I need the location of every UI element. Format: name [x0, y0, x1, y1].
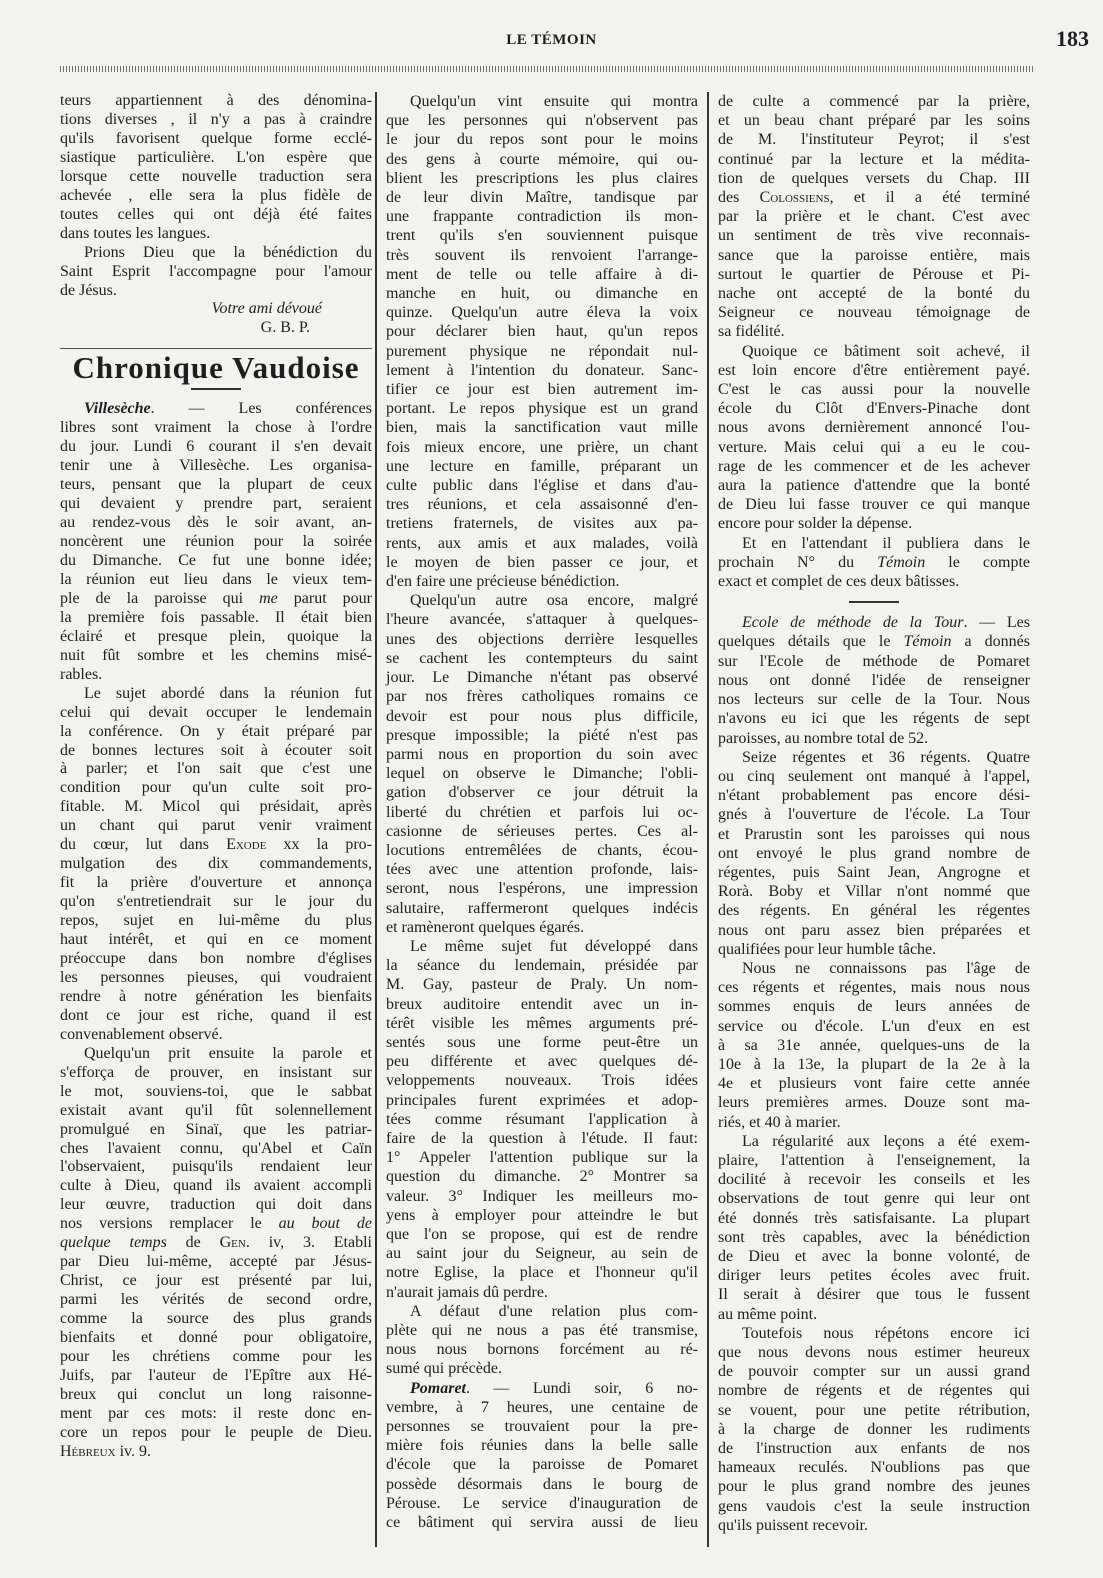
text-line: promulgué en Sinaï, que les patriar- — [60, 1120, 372, 1138]
text-line: de culte a commencé par la prière, — [718, 93, 1030, 110]
text-line: peu différente et avec quelques dé- — [386, 1053, 698, 1071]
text-line: C'est le cas aussi pour la nouvelle — [718, 381, 1030, 399]
column-divider — [707, 92, 709, 1547]
text-line: riés, et 40 à marier. — [718, 1113, 841, 1131]
text-line: dans toutes les langues. — [60, 224, 211, 242]
text-line — [718, 613, 1030, 632]
text-run: . — Les — [963, 614, 1030, 632]
text-line: convenablement observé. — [60, 1025, 223, 1043]
text-line: Nous ne connaissons pas l'âge de — [742, 959, 1030, 977]
paragraph — [60, 1045, 372, 1462]
text-line: encore pour solder la dépense. — [718, 515, 913, 533]
section-heading: Chronique Vaudoise — [72, 350, 360, 386]
text-line: possède désormais dans le bourg de — [386, 1475, 698, 1493]
text-line: plaire, l'attention à l'enseignement, la — [718, 1151, 1030, 1169]
paragraph — [386, 591, 698, 937]
text-line: Quelqu'un prit ensuite la parole et — [84, 1044, 372, 1062]
text-run: Témoin — [903, 633, 952, 651]
text-line: qu'ils favorisent quelque forme ecclé- — [60, 129, 372, 147]
text-line: le mot, souviens-toi, que le sabbat — [60, 1082, 372, 1100]
text-line: notre Eglise, la place et l'honneur qu'il — [386, 1264, 698, 1282]
header-wavy-rule — [60, 66, 1035, 72]
text-line: aura la patience d'attendre que la bonté — [718, 477, 1030, 495]
text-run: . — Les conférences — [150, 400, 372, 418]
text-line: les personnes pieuses, qui voudraient — [60, 968, 372, 986]
text-line: de bonnes lectures soit à écouter soit — [60, 741, 372, 759]
text-line: nous avons dernièrement annoncé l'ou- — [718, 419, 1030, 437]
text-line: presque impossible; la piété n'est pas — [386, 726, 698, 744]
text-line: que l'on se propose, qui est de rendre — [386, 1225, 698, 1243]
text-line: liberté du chrétien et parfois lui oc- — [386, 803, 698, 821]
text-line: et un beau chant préparé par les soins — [718, 112, 1030, 130]
text-line: hameaux reculés. N'oublions pas que — [718, 1459, 1030, 1477]
column-2 — [386, 92, 698, 1532]
paragraph — [386, 937, 698, 1302]
text-run: Colossiens — [759, 189, 830, 207]
text-line — [718, 553, 1030, 572]
text-line: repos, sujet en lui-même du plus — [60, 912, 372, 930]
text-line: breux auditoire entendit avec un in- — [386, 995, 698, 1013]
text-line: bien, mais la sanctification vaut mille — [386, 419, 698, 437]
paragraph — [386, 92, 698, 591]
place-name: Villesèche — [84, 400, 151, 418]
text-line: à sa 31e année, quelques-uns de la — [718, 1036, 1030, 1054]
text-line: sont très capables, avec la bénédiction — [718, 1228, 1030, 1246]
text-line: préoccupe dans bon nombre d'églises — [60, 949, 372, 967]
text-line: celui qui devait occuper le lendemain — [60, 703, 372, 721]
text-line: très souvent ils renvoient l'arrange- — [386, 246, 698, 264]
text-line: Christ, ce jour est présenté par lui, — [60, 1272, 372, 1290]
paragraph — [718, 342, 1030, 534]
text-line: de pouvoir compter sur un aussi grand — [718, 1363, 1030, 1381]
text-run: a donnés — [951, 633, 1030, 651]
column-1 — [60, 92, 372, 1462]
text-line: nous ont donné l'idée de renseigner — [718, 671, 1030, 689]
text-run: de — [166, 1234, 220, 1252]
text-line: bienfaits et donné pour obligatoire, — [60, 1329, 372, 1347]
text-line — [60, 836, 372, 855]
text-line: manche en huit, ou dimanche en — [386, 285, 698, 303]
text-line: nuit fût sombre et les chemins misé- — [60, 646, 372, 664]
text-line: est loin encore d'être entièrement payé. — [718, 361, 1030, 379]
text-line: sance que la paroisse entière, mais — [718, 246, 1030, 264]
text-line: tées comme résumant l'application à — [386, 1110, 698, 1128]
text-line: gnés à l'ouverture de l'école. La Tour — [718, 806, 1030, 824]
text-line: lequel on observe le Dimanche; l'obli- — [386, 765, 698, 783]
text-line: surtout le quartier de Pérouse et Pi- — [718, 265, 1030, 283]
paragraph — [386, 1302, 698, 1379]
text-line: fit la prière d'ouverture et annonça — [60, 874, 372, 892]
text-line: lement à l'intention du donateur. Sanc- — [386, 361, 698, 379]
paragraph — [718, 1132, 1030, 1324]
text-line: seront, nous l'espérons, une impression — [386, 880, 698, 898]
text-line: faire de la question à l'étude. Il faut: — [386, 1129, 698, 1147]
text-line: nache ont accepté de la bonté du — [718, 285, 1030, 303]
section-dash — [849, 601, 899, 603]
text-line: valeur. 3° Indiquer les meilleurs mo- — [386, 1187, 698, 1205]
text-line: ce bâtiment qui servira aussi de lieu — [386, 1514, 698, 1532]
text-line: principales furent exprimées et adop- — [386, 1091, 698, 1109]
text-line: ont envoyé le plus grand nombre de — [718, 844, 1030, 862]
text-run: ple de la paroisse qui — [60, 589, 260, 607]
text-line: siastique particulière. L'on espère que — [60, 148, 372, 166]
text-line: core un repos pour le peuple de Dieu. — [60, 1423, 372, 1441]
text-line: la première fois passable. Il était bien — [60, 608, 372, 626]
text-line: jour. Le Dimanche n'étant pas observé — [386, 669, 698, 687]
text-line: d'en faire une précieuse bénédiction. — [386, 573, 620, 591]
text-line: un sentiment de très vive reconnais- — [718, 227, 1030, 245]
text-line: dont ce jour est riche, quand il est — [60, 1006, 372, 1024]
text-line: Quelqu'un vint ensuite qui montra — [410, 93, 698, 110]
text-run: Exode — [226, 836, 267, 854]
text-line: culte public dans l'église et dans d'au- — [386, 477, 698, 495]
text-line: personnes se trouvaient pour la pre- — [386, 1418, 698, 1436]
column-3 — [718, 92, 1030, 1535]
text-line: M. Gay, pasteur de Praly. Un nom- — [386, 976, 698, 994]
text-line: tenir une à Villesèche. Les organisa- — [60, 457, 372, 475]
text-line: pour les chrétiens comme pour les — [60, 1348, 372, 1365]
text-line: condition pour qu'un culte soit pro- — [60, 779, 372, 797]
text-line: ou cinq seulement ont manqué à l'appel, — [718, 767, 1030, 785]
text-line: gation d'observer ce jour détruit la — [386, 784, 698, 802]
text-line: Quoique ce bâtiment soit achevé, il — [742, 342, 1030, 360]
text-line: la conférence. On y était préparé par — [60, 722, 372, 740]
text-run: quelques détails que le — [718, 633, 904, 651]
text-line: parmi les vérités de second ordre, — [60, 1291, 372, 1309]
signature-closing: Votre ami dévoué — [211, 300, 322, 318]
text-line: n'aurait jamais dû perdre. — [386, 1283, 548, 1301]
text-line: portant. Le repos physique est un grand — [386, 400, 698, 418]
text-line: se vouent, pour une petite rétribution, — [718, 1401, 1030, 1419]
text-line: tifier ce jour est bien autrement im- — [386, 381, 698, 399]
place-name: Pomaret — [410, 1379, 466, 1397]
text-run: le compte — [925, 553, 1030, 571]
text-line: nos lecteurs sur celle de la Tour. Nous — [718, 691, 1030, 709]
text-line: sumé qui précède. — [386, 1360, 502, 1378]
text-line: tretiens fraternels, de visites aux pa- — [386, 515, 698, 533]
text-line: tres réunions, et cela assaisonné d'en- — [386, 496, 698, 514]
text-line — [60, 1234, 372, 1253]
text-line: régentes, puis Saint Jean, Angrogne et — [718, 863, 1030, 881]
text-line — [60, 1215, 372, 1234]
text-line: une lecture en famille, préparant un — [386, 457, 698, 475]
text-line: de Jésus. — [60, 281, 117, 299]
text-line — [718, 188, 1030, 207]
text-line: purement physique ne répondait nul- — [386, 342, 698, 360]
text-line: vembre, à 7 heures, une centaine de — [386, 1398, 698, 1416]
text-line: gens vaudois c'est la seule instruction — [718, 1497, 1030, 1515]
text-run: me — [259, 589, 278, 607]
text-line: parmi nous en proportion du soin avec — [386, 745, 698, 763]
text-line: 10e à la 13e, la plupart de la 2e à la — [718, 1055, 1030, 1073]
text-line: toutes celles qui ont déjà été faites — [60, 205, 372, 223]
text-line: par la prière et le chant. C'est avec — [718, 208, 1030, 226]
text-line: ment de telle ou telle affaire à di- — [386, 265, 698, 283]
text-line: salutaire, raffermeront quelques indécis — [386, 899, 698, 917]
text-line: pour le plus grand nombre des jeunes — [718, 1478, 1030, 1496]
text-line: Rorà. Boby et Villar n'ont nommé que — [718, 883, 1030, 901]
text-run: . — Lundi soir, 6 no- — [466, 1379, 698, 1397]
text-line: rables. — [60, 665, 103, 683]
text-line: unes des objections derrière lesquelles — [386, 630, 698, 648]
text-line: et Prarustin sont les paroisses qui nous — [718, 825, 1030, 843]
text-line: leur œuvre, traduction qui doit dans — [60, 1196, 372, 1214]
text-line: Seize régentes et 36 régents. Quatre — [742, 748, 1030, 766]
text-line: à la charge de donner les rudiments — [718, 1420, 1030, 1438]
column-divider — [375, 92, 377, 1547]
text-line: de Dieu lui fasse trouver ce qui manque — [718, 496, 1030, 514]
text-line: de Dieu et avec la bonne volonté, de — [718, 1247, 1030, 1265]
text-line: yens à employer pour atteindre le but — [386, 1206, 698, 1224]
text-line: par Dieu lui-même, accepté par Jésus- — [60, 1253, 372, 1271]
text-line: qui devaient y prendre part, seraient — [60, 495, 372, 513]
text-run: Hébreux — [60, 1442, 116, 1460]
text-line: école du Clôt d'Envers-Pinache dont — [718, 400, 1030, 418]
page-number: 183 — [1056, 26, 1089, 51]
text-run: xx la pro- — [266, 836, 373, 854]
text-line: que les personnes qui n'observent pas — [386, 112, 698, 130]
text-run: , et il a été terminé — [829, 189, 1030, 207]
signature-initials: G. B. P. — [260, 319, 310, 337]
text-line: sa fidélité. — [718, 323, 785, 341]
text-line: quinze. Quelqu'un autre éleva la voix — [386, 304, 698, 322]
text-line — [60, 1443, 372, 1462]
paragraph — [718, 92, 1030, 342]
paragraph — [718, 959, 1030, 1132]
text-line: teurs, pensant que la plupart de ceux — [60, 476, 372, 494]
text-line: rage de les commencer et de les achever — [718, 457, 1030, 475]
paragraph — [60, 92, 372, 244]
text-line: Prions Dieu que la bénédiction du — [84, 243, 372, 261]
text-line: de l'instruction aux enfants de nos — [718, 1440, 1030, 1458]
text-line: plète qui ne nous a pas été transmise, — [386, 1322, 698, 1339]
text-line: Pérouse. Le service d'inauguration de — [386, 1494, 698, 1512]
text-line: et ramèneront quelques égarés. — [386, 918, 585, 936]
text-line: du Dimanche. Ce fut une bonne idée; — [60, 551, 372, 569]
text-line: des régents. En général les régentes — [718, 902, 1030, 920]
text-line: au rendez-vous dès le soir avant, an- — [60, 514, 372, 532]
text-run: parut pour — [277, 589, 373, 607]
text-line: fois mieux encore, une prière, un chant — [386, 438, 698, 456]
text-run: iv, 3. Etabli — [249, 1234, 372, 1252]
text-line: docilité à recevoir les conseils et les — [718, 1171, 1030, 1189]
text-line: éclairé et presque plein, quoique la — [60, 627, 372, 645]
text-line: de M. l'instituteur Peyrot; il s'est — [718, 131, 1030, 149]
text-line: à parler; et l'on sait que c'est une — [60, 760, 372, 778]
text-line: le jour du repos sont pour le moins — [386, 131, 698, 149]
text-line: sentés sous une forme peut-être un — [386, 1033, 698, 1051]
paragraph — [718, 1324, 1030, 1535]
text-line: tion de quelques versets du Chap. III — [718, 169, 1030, 187]
text-line: fitable. M. Micol qui présidait, après — [60, 798, 372, 816]
text-line: un chant qui parut venir vraiment — [60, 817, 372, 835]
text-line — [718, 632, 1030, 651]
text-line: qualifiées pour leur humble tâche. — [718, 940, 937, 958]
paragraph — [386, 1379, 698, 1533]
text-line: blient les prescriptions les plus claires — [386, 169, 698, 187]
paragraph — [718, 748, 1030, 959]
text-line: libres sont vraiment la chose à l'ordre — [60, 419, 372, 437]
text-line: devoir est pour nous plus difficile, — [386, 707, 698, 725]
text-line: tions diverses , il n'y a pas à craindre — [60, 110, 372, 128]
text-line: sur l'Ecole de méthode de Pomaret — [718, 652, 1030, 670]
section-rule — [60, 348, 372, 349]
text-line: nous nous bornons forcément au ré- — [386, 1341, 698, 1359]
paragraph — [60, 400, 372, 684]
text-line: pour déclarer bien haut, qu'un repos — [386, 323, 698, 341]
text-line: la réunion eut lieu dans le vieux tem- — [60, 570, 372, 588]
text-line: Le même sujet fut développé dans — [410, 937, 698, 955]
text-line: n'étant probablement pas encore dési- — [718, 787, 1030, 805]
text-line: A défaut d'une relation plus com- — [410, 1302, 698, 1320]
text-line: achevée , elle sera la plus fidèle de — [60, 186, 372, 204]
text-line: existait avant qu'il fût solennellement — [60, 1101, 372, 1119]
text-line: d'école que la paroisse de Pomaret — [386, 1456, 698, 1474]
text-line: Seigneur ce nouveau témoignage de — [718, 304, 1030, 322]
text-line: Le sujet abordé dans la réunion fut — [84, 684, 372, 702]
text-run: Ecole de méthode de la Tour — [742, 614, 964, 632]
text-line: rents, aux amis et aux malades, voilà — [386, 534, 698, 552]
text-line: breux qui conclut un long raisonne- — [60, 1385, 372, 1403]
text-line: question du dimanche. 2° Montrer sa — [386, 1168, 698, 1186]
text-line: 4e et plusieurs vont faire cette année — [718, 1075, 1030, 1093]
text-line: nombre de régents et de régentes qui — [718, 1382, 1030, 1400]
text-line — [60, 590, 372, 609]
text-line: haut intérêt, et qui en ce moment — [60, 931, 372, 949]
text-run: nos versions remplacer le — [60, 1215, 279, 1233]
section-dash — [191, 388, 241, 390]
text-line: qu'ils puissent recevoir. — [718, 1516, 868, 1534]
text-line: Quelqu'un autre osa encore, malgré — [410, 592, 698, 610]
text-line: par nos frères catholiques romains ce — [386, 688, 698, 706]
text-line: une frappante contradiction ils mon- — [386, 208, 698, 226]
text-line: continué par la lecture et la médita- — [718, 150, 1030, 168]
text-line: verture. Mais celui qui a eu le cou- — [718, 438, 1030, 456]
text-line: au saint jour du Seigneur, au sein de — [386, 1245, 698, 1263]
text-line: se cachent les contempteurs du saint — [386, 649, 698, 667]
text-line: locutions entremêlées de chants, écou- — [386, 841, 698, 859]
text-line: de leur divin Maître, tandisque par — [386, 189, 698, 207]
text-run: des — [718, 189, 760, 207]
text-line: Il serait à désirer que tous le fussent — [718, 1286, 1030, 1304]
text-line: qu'on s'entretiendrait sur le jour du — [60, 893, 372, 911]
text-line: paroisses, au nombre total de 52. — [718, 729, 929, 747]
text-line: au même point. — [718, 1305, 818, 1323]
text-line: diriger leurs petites écoles avec fruit. — [718, 1267, 1030, 1285]
text-line: Juifs, par l'auteur de l'Epître aux Hé- — [60, 1366, 372, 1384]
text-line: Toutefois nous répétons encore ici — [742, 1324, 1030, 1342]
text-line: La régularité aux leçons a été exem- — [742, 1132, 1030, 1150]
text-run: quelque temps — [60, 1234, 167, 1252]
text-line: s'efforça de prouver, en insistant sur — [60, 1063, 372, 1081]
text-run: au bout de — [278, 1215, 372, 1233]
text-line: teurs appartiennent à des dénomina- — [60, 92, 372, 109]
text-line: du jour. Lundi 6 courant il s'en devait — [60, 438, 372, 456]
text-run: Témoin — [877, 553, 926, 571]
text-run: du cœur, lut dans — [60, 836, 227, 854]
text-line: la séance du lendemain, présidée par — [386, 957, 698, 975]
text-run: Gen. — [219, 1234, 250, 1252]
paragraph — [60, 244, 372, 301]
text-line: 1° Appeler l'attention publique sur la — [386, 1149, 698, 1167]
text-line: noncèrent une réunion pour la soirée — [60, 533, 372, 551]
text-line: trent qu'ils s'en souviennent puisque — [386, 227, 698, 245]
text-line: veloppements nouveaux. Trois idées — [386, 1072, 698, 1090]
text-line: l'observaient, puisqu'ils rendaient leur — [60, 1158, 372, 1176]
text-line: culte à Dieu, quand ils avaient accompli — [60, 1177, 372, 1195]
text-line: observations de tout genre qui leur ont — [718, 1190, 1030, 1208]
text-line: tées avec une attention profonde, lais- — [386, 861, 698, 879]
text-line — [386, 1379, 698, 1398]
text-line — [60, 400, 372, 419]
paragraph — [60, 685, 372, 1045]
text-line: lorsque cette nouvelle traduction sera — [60, 167, 372, 185]
paragraph — [718, 613, 1030, 747]
text-line: comme la source des plus grands — [60, 1310, 372, 1328]
text-run: iv. 9. — [115, 1442, 151, 1460]
text-line: ment par ces mots: il reste donc en- — [60, 1404, 372, 1422]
paragraph — [718, 534, 1030, 592]
text-line: Saint Esprit l'accompagne pour l'amour — [60, 262, 372, 280]
text-line: sommes enquis de leurs années de — [718, 998, 1030, 1016]
text-run: prochain N° du — [718, 553, 878, 571]
text-line: Et en l'attendant il publiera dans le — [742, 534, 1030, 552]
text-line: l'heure avancée, s'attaquer à quelques- — [386, 611, 698, 629]
text-line: nous ont paru assez bien préparées et — [718, 921, 1030, 939]
text-line: que nous devons nous estimer heureux — [718, 1344, 1030, 1361]
running-header-title: LE TÉMOIN — [506, 32, 597, 48]
text-line: mière fois réunies dans la belle salle — [386, 1437, 698, 1455]
text-line: le moyen de bien passer ce jour, et — [386, 553, 698, 571]
text-line: n'avons eu ici que les régents de sept — [718, 710, 1030, 728]
text-line: service ou d'école. L'un d'eux en est — [718, 1017, 1030, 1035]
text-line: térêt visible les mêmes arguments pré- — [386, 1014, 698, 1032]
text-line: rendre à notre génération les bienfaits — [60, 987, 372, 1005]
text-line: des gens à courte mémoire, qui ou- — [386, 150, 698, 168]
text-line: ches l'avaient connu, qu'Abel et Caïn — [60, 1139, 372, 1157]
text-line: exact et complet de ces deux bâtisses. — [718, 573, 960, 591]
text-line: leurs premières armes. Douze sont ma- — [718, 1094, 1030, 1112]
text-line: mulgation des dix commandements, — [60, 855, 372, 873]
text-line: été donnés très satisfaisante. La plupart — [718, 1209, 1030, 1227]
text-line: ces régents et régentes, mais nous nous — [718, 979, 1030, 997]
text-line: casionne de sérieuses pertes. Ces al- — [386, 822, 698, 840]
